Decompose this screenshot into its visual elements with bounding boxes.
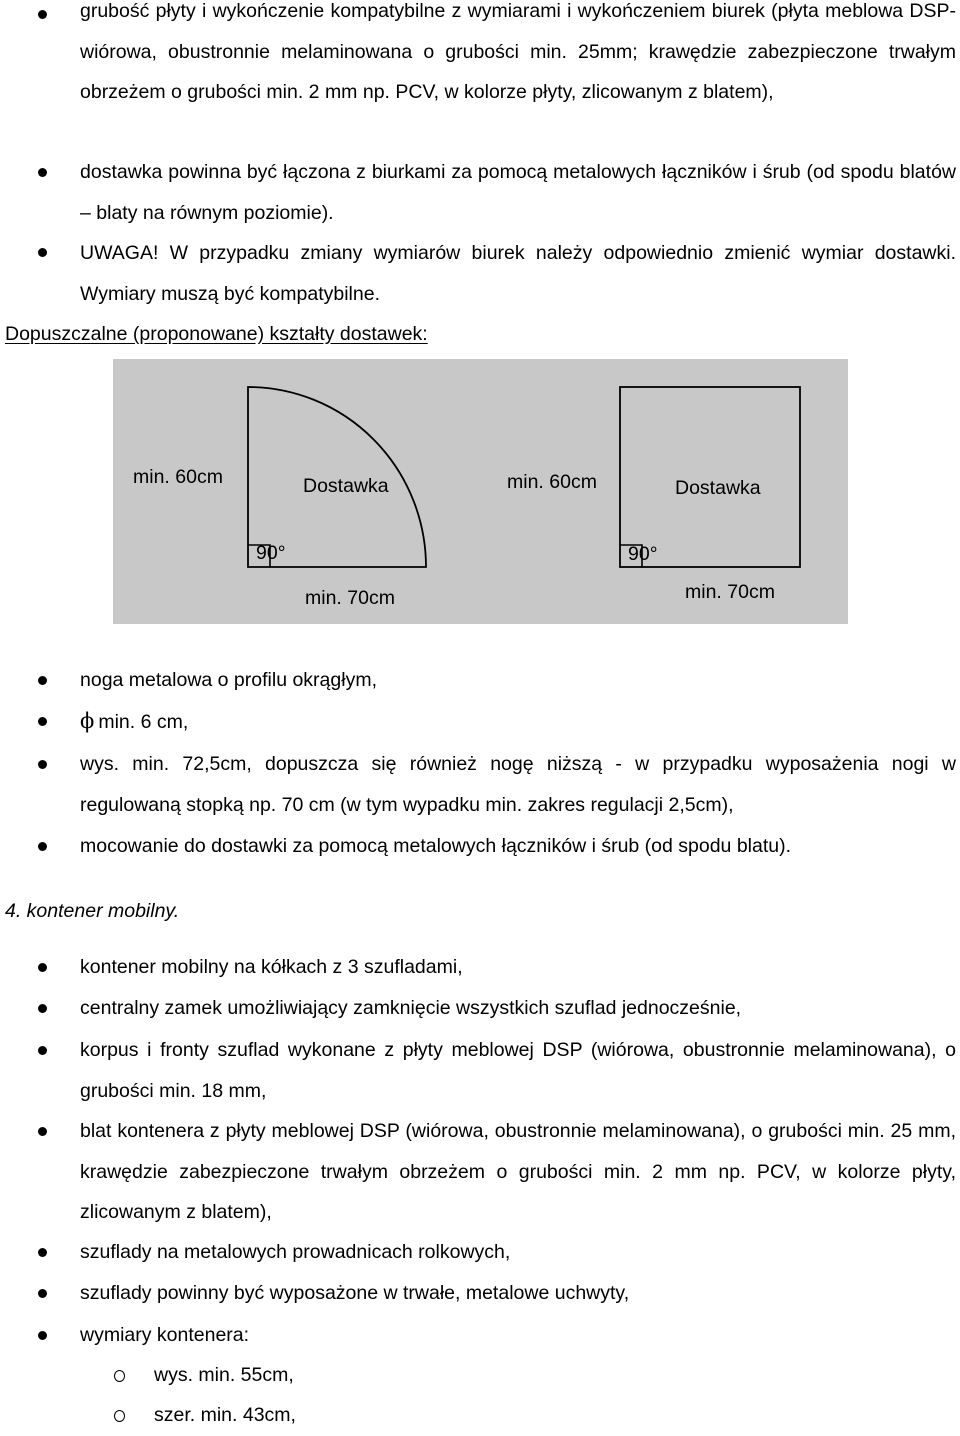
bullet-icon	[38, 717, 47, 726]
list-item-drawer-handles: szuflady powinny być wyposażone w trwałe, metalowe uchwyty,	[80, 1282, 630, 1304]
bullet-icon	[38, 842, 47, 851]
bullet-icon	[38, 1127, 47, 1136]
leg-diameter-value: min. 6 cm,	[98, 711, 189, 733]
list-item-container-dimensions: wymiary kontenera:	[80, 1324, 250, 1346]
list-item-central-lock: centralny zamek umożliwiający zamknięcie wszystkich szuflad jednocześnie,	[80, 997, 742, 1019]
left-angle-label: 90°	[256, 542, 286, 564]
left-bottom-label: min. 70cm	[305, 587, 395, 609]
shapes-figure	[113, 359, 848, 624]
list-item-leg-mounting: mocowanie do dostawki za pomocą metalowych łączników i śrub (od spodu blatu).	[80, 835, 792, 857]
shapes-heading: Dopuszczalne (proponowane) kształty dostawek:	[5, 323, 428, 345]
list-item-connection: dostawka powinna być łączona z biurkami za pomocą metalowych łączników i śrub (od spodu blatów – blaty na równym poziomie).	[80, 161, 956, 224]
bullet-icon	[38, 676, 47, 685]
bullet-icon	[38, 963, 47, 972]
shapes-diagram	[113, 359, 848, 624]
right-side-label: min. 60cm	[507, 471, 597, 493]
bullet-icon	[38, 1004, 47, 1013]
right-bottom-label: min. 70cm	[685, 581, 775, 603]
sub-item-height: wys. min. 55cm,	[154, 1364, 294, 1386]
left-side-label: min. 60cm	[133, 466, 223, 488]
list-item-board-thickness: grubość płyty i wykończenie kompatybilne z wymiarami i wykończeniem biurek (płyta meblowa DSP- wiórowa, obustronnie melaminowana o grubości min. 25mm; krawędzie zabezpieczone trwałym obrzeżem o grubości min. 2 mm np. PCV, w kolorze płyty, zlicowanym z blatem),	[80, 0, 956, 103]
bullet-icon	[38, 1289, 47, 1298]
bullet-icon	[38, 760, 47, 769]
bullet-icon	[38, 10, 47, 19]
right-shape-title: Dostawka	[675, 477, 761, 499]
sub-item-width: szer. min. 43cm,	[154, 1404, 296, 1426]
sub-bullet-icon	[114, 1370, 125, 1382]
bullet-icon	[38, 168, 47, 177]
list-item-leg-height: wys. min. 72,5cm, dopuszcza się również nogę niższą - w przypadku wyposażenia nogi w regulowaną stopką np. 70 cm (w tym wypadku min. zakres regulacji 2,5cm),	[80, 753, 956, 816]
bullet-icon	[38, 1248, 47, 1257]
section-title: 4. kontener mobilny.	[5, 900, 180, 922]
left-shape-title: Dostawka	[303, 475, 389, 497]
list-item-warning: UWAGA! W przypadku zmiany wymiarów biurek należy odpowiednio zmienić wymiar dostawki. Wymiary muszą być kompatybilne.	[80, 242, 956, 305]
bullet-icon	[38, 1331, 47, 1340]
list-item-leg-diameter	[80, 701, 956, 743]
list-item-top-material: blat kontenera z płyty meblowej DSP (wiórowa, obustronnie melaminowana), o grubości min. 25 mm, krawędzie zabezpieczone trwałym obrzeżem o grubości min. 2 mm np. PCV, w kolorze płyty, zlicowanym z blatem),	[80, 1120, 956, 1223]
right-angle-label: 90°	[628, 543, 658, 565]
list-item-container-drawers: kontener mobilny na kółkach z 3 szufladami,	[80, 956, 463, 978]
sub-bullet-icon	[114, 1410, 125, 1422]
list-item-drawer-rails: szuflady na metalowych prowadnicach rolkowych,	[80, 1241, 511, 1263]
bullet-icon	[38, 248, 47, 257]
list-item-leg-profile: noga metalowa o profilu okrągłym,	[80, 669, 377, 691]
diameter-symbol: ϕ	[80, 709, 95, 733]
list-item-body-material: korpus i fronty szuflad wykonane z płyty meblowej DSP (wiórowa, obustronnie melaminowana), o grubości min. 18 mm,	[80, 1039, 956, 1102]
bullet-icon	[38, 1046, 47, 1055]
